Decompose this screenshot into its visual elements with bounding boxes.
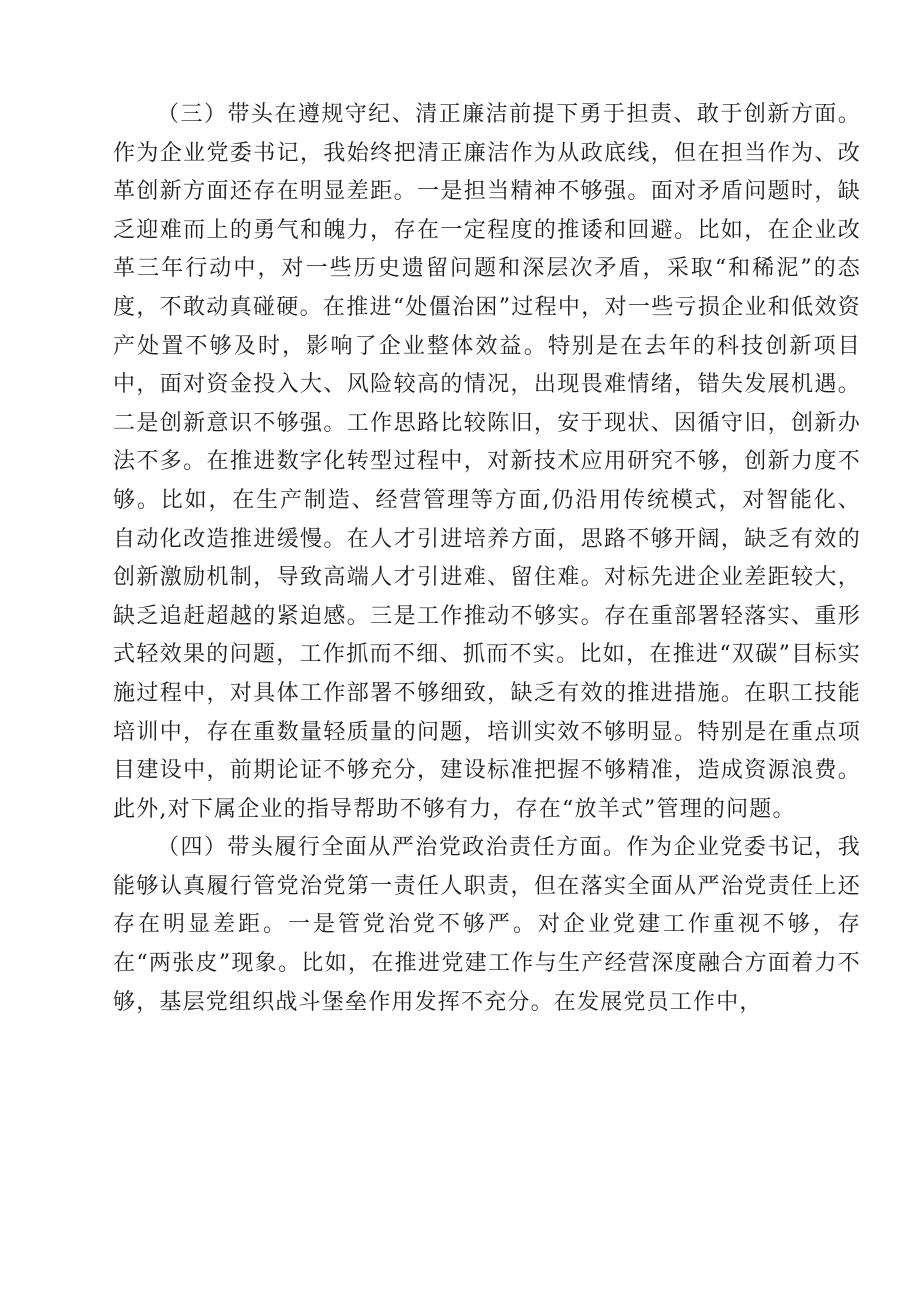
paragraph-section-three: （三）带头在遵规守纪、清正廉洁前提下勇于担责、敢于创新方面。作为企业党委书记，我始终把清正廉洁作为从政底线，但在担当作为、改革创新方面还存在明显差距。一是担当精神不够强。面对矛盾问题时，缺乏迎难而上的勇气和魄力，存在一定程度的推诿和回避。比如，在企业改革三年行动中，对一些历史遗留问题和深层次矛盾，采取“和稀泥”的态度，不敢动真碰硬。在推进“处僵治困”过程中，对一些亏损企业和低效资产处置不够及时，影响了企业整体效益。特别是在去年的科技创新项目中，面对资金投入大、风险较高的情况，出现畏难情绪，错失发展机遇。二是创新意识不够强。工作思路比较陈旧，安于现状、因循守旧，创新办法不多。在推进数字化转型过程中，对新技术应用研究不够，创新力度不够。比如，在生产制造、经营管理等方面,仍沿用传统模式，对智能化、自动化改造推进缓慢。在人才引进培养方面，思路不够开阔，缺乏有效的创新激励机制，导致高端人才引进难、留住难。对标先进企业差距较大，缺乏追赶超越的紧迫感。三是工作推动不够实。存在重部署轻落实、重形式轻效果的问题，工作抓而不细、抓而不实。比如，在推进“双碳”目标实施过程中，对具体工作部署不够细致，缺乏有效的推进措施。在职工技能培训中，存在重数量轻质量的问题，培训实效不够明显。特别是在重点项目建设中，前期论证不够充分，建设标准把握不够精准，造成资源浪费。此外,对下属企业的指导帮助不够有力，存在“放羊式”管理的问题。 [113, 102, 861, 822]
document-body [113, 96, 861, 1022]
paragraph-section-four: （四）带头履行全面从严治党政治责任方面。作为企业党委书记，我能够认真履行管党治党第一责任人职责，但在落实全面从严治党责任上还存在明显差距。一是管党治党不够严。对企业党建工作重视不够，存在“两张皮”现象。比如，在推进党建工作与生产经营深度融合方面着力不够，基层党组织战斗堡垒作用发挥不充分。在发展党员工作中， [113, 835, 861, 1015]
